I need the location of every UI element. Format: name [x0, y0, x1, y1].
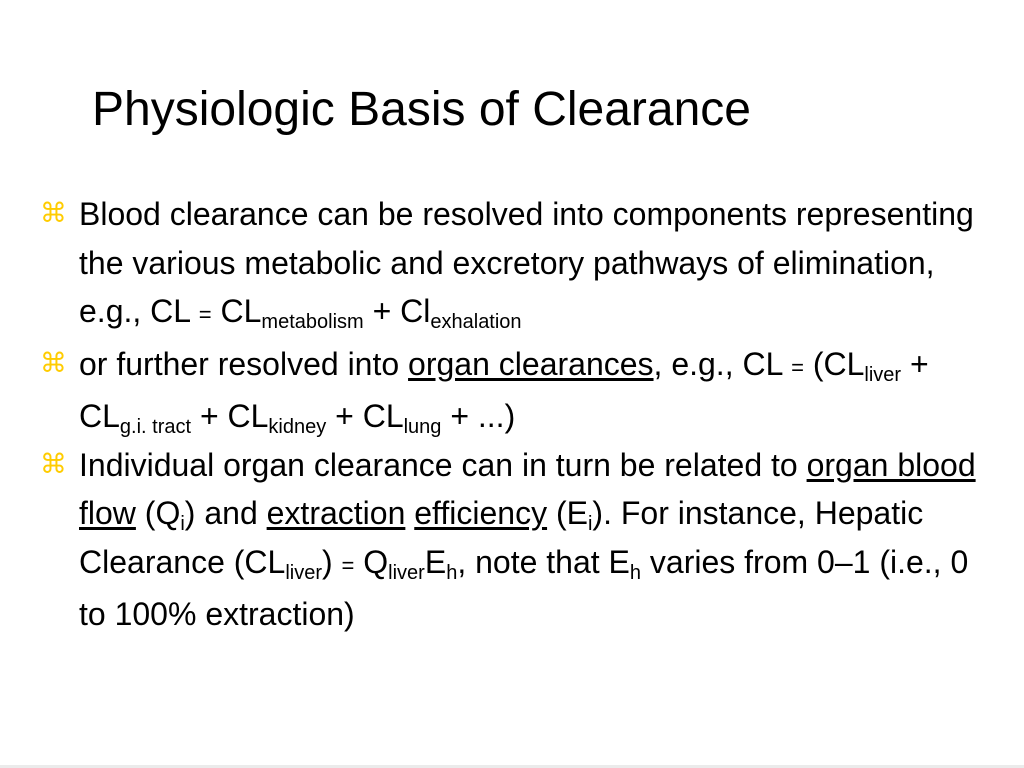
text-run: (CL [803, 345, 865, 382]
bullet-text [79, 441, 1000, 639]
text-run: Individual organ clearance can in turn be related to [79, 446, 807, 483]
text-run: Q [354, 543, 389, 580]
text-run: Blood clearance can be resolved into components representing the various metabolic and excretory pathways of elimination, e.g., CL [79, 196, 974, 329]
text-run: , note that E [457, 543, 630, 580]
text-run: E [424, 543, 447, 580]
subscript: i [180, 513, 185, 535]
subscript: g.i. tract [119, 416, 192, 438]
underlined-term: organ blood flow [79, 446, 976, 531]
subscript: liver [388, 561, 425, 584]
subscript: lung [403, 416, 442, 438]
subscript: liver [864, 363, 902, 386]
equals-sign: = [198, 302, 212, 327]
subscript: metabolism [261, 311, 364, 333]
underlined-term: efficiency [414, 495, 548, 531]
command-key-icon: ⌘ [40, 198, 67, 229]
text-run: + CL [326, 398, 404, 434]
text-run: or further resolved into [79, 345, 409, 382]
equals-sign: = [341, 552, 355, 578]
underlined-term: organ clearances [408, 345, 654, 382]
text-run: + Cl [363, 293, 431, 329]
text-run: ). For instance, Hepatic Clearance (CL [79, 495, 924, 580]
text-run: + ...) [441, 398, 516, 434]
bullet-text [79, 190, 1000, 340]
command-key-icon: ⌘ [40, 347, 67, 379]
text-run: + CL [191, 398, 269, 434]
text-run: ) [321, 543, 342, 580]
slide-title: Physiologic Basis of Clearance [92, 83, 751, 136]
bullet-text [79, 340, 1000, 441]
subscript: exhalation [430, 311, 522, 333]
subscript: kidney [268, 416, 327, 438]
bullet-item-organ-clearances [40, 340, 1000, 441]
command-key-icon: ⌘ [40, 448, 67, 480]
text-run [405, 495, 414, 531]
text-run: , e.g., CL [653, 345, 792, 382]
subscript: h [446, 561, 458, 584]
subscript: liver [285, 561, 322, 584]
text-run: CL [211, 293, 262, 329]
underlined-term: extraction [266, 495, 406, 531]
subscript: i [587, 513, 593, 535]
bullet-item-organ-blood-flow [40, 441, 1000, 639]
subscript: h [629, 561, 641, 584]
equals-sign: = [791, 354, 804, 380]
text-run: + CL [79, 345, 929, 434]
bullet-list [40, 190, 1000, 639]
text-run: (E [547, 495, 588, 531]
text-run: varies from 0–1 (i.e., 0 to 100% extraction) [79, 543, 969, 632]
text-run: ) and [184, 495, 267, 531]
bullet-item-blood-clearance [40, 190, 1000, 340]
text-run: (Q [135, 495, 181, 531]
